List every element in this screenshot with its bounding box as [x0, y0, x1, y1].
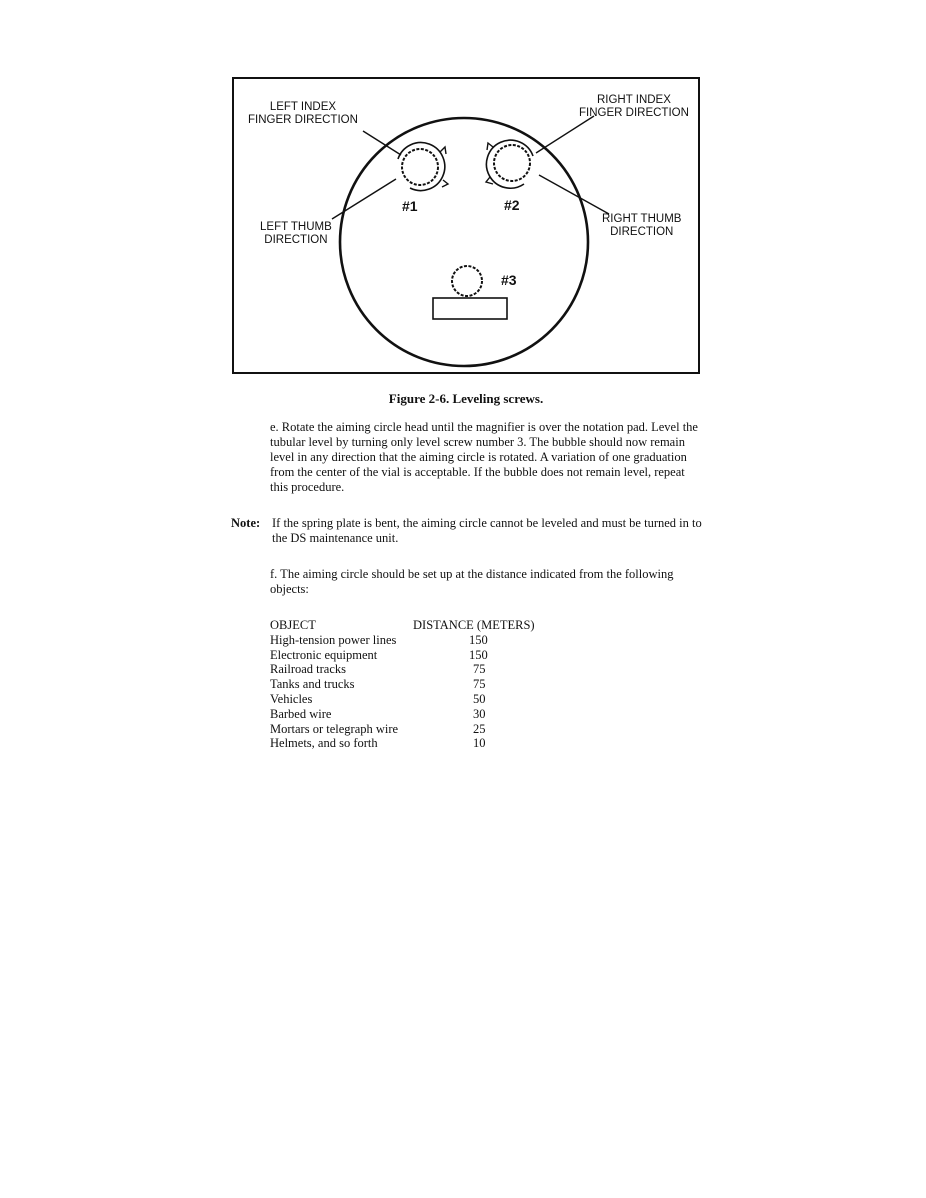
screw-1-drawing — [398, 143, 448, 191]
distance-table — [270, 618, 543, 751]
paragraph-f: f. The aiming circle should be set up at the distance indicated from the following objects: — [270, 567, 674, 596]
header-object: OBJECT — [270, 618, 316, 632]
object-cell: Vehicles — [270, 691, 313, 706]
object-cell: High-tension power lines — [270, 632, 397, 647]
object-cell: Helmets, and so forth — [270, 736, 378, 751]
object-cell: Tanks and trucks — [270, 677, 355, 692]
notation-pad — [433, 298, 507, 319]
table-row — [270, 722, 543, 737]
screw-3-drawing — [452, 266, 482, 296]
figure-caption: Figure 2-6. Leveling screws. — [388, 391, 544, 406]
table-row — [270, 662, 543, 677]
object-cell: Railroad tracks — [270, 662, 347, 677]
note-label: Note: — [231, 516, 261, 530]
distance-cell: 150 — [469, 647, 488, 662]
object-cell: Barbed wire — [270, 706, 332, 721]
label-right-thumb: RIGHT THUMB DIRECTION — [602, 213, 682, 238]
paragraph-e: e. Rotate the aiming circle head until the magnifier is over the notation pad. Level the tubular level by turning only level screw number 3. The bubble should now remain level in any direction that the aiming circle is rotated. A variation of one graduation from the center of the vial is acceptable. If the bubble does not remain level, repeat this procedure. — [270, 420, 698, 494]
table-row — [270, 736, 543, 751]
leader-right-thumb — [539, 175, 609, 214]
table-header-row — [270, 618, 543, 633]
table-row — [270, 692, 543, 707]
leader-left-index — [363, 131, 401, 155]
header-distance: DISTANCE (METERS) — [413, 618, 535, 632]
object-cell: Mortars or telegraph wire — [270, 721, 399, 736]
distance-cell: 30 — [473, 706, 486, 721]
distance-cell: 75 — [473, 677, 486, 692]
figure-leveling-screws — [232, 77, 700, 374]
label-left-index: LEFT INDEX FINGER DIRECTION — [248, 101, 358, 126]
table-row — [270, 677, 543, 692]
table-row — [270, 648, 543, 663]
leader-right-index — [536, 116, 594, 153]
distance-cell: 50 — [473, 691, 486, 706]
label-left-thumb: LEFT THUMB DIRECTION — [260, 221, 332, 246]
screw-3-label: #3 — [501, 272, 517, 288]
label-right-index: RIGHT INDEX FINGER DIRECTION — [579, 94, 689, 119]
distance-cell: 25 — [473, 721, 486, 736]
table-row — [270, 633, 543, 648]
aiming-circle-outline — [340, 118, 588, 366]
distance-cell: 75 — [473, 662, 486, 677]
screw-2-label: #2 — [504, 197, 520, 213]
object-cell: Electronic equipment — [270, 647, 378, 662]
table-row — [270, 707, 543, 722]
screw-1-label: #1 — [402, 198, 418, 214]
note-text: If the spring plate is bent, the aiming circle cannot be leveled and must be turned in to the DS maintenance unit. — [272, 516, 702, 545]
distance-cell: 150 — [469, 632, 488, 647]
screw-2-drawing — [486, 140, 533, 188]
distance-cell: 10 — [473, 736, 486, 751]
leader-left-thumb — [332, 179, 396, 219]
